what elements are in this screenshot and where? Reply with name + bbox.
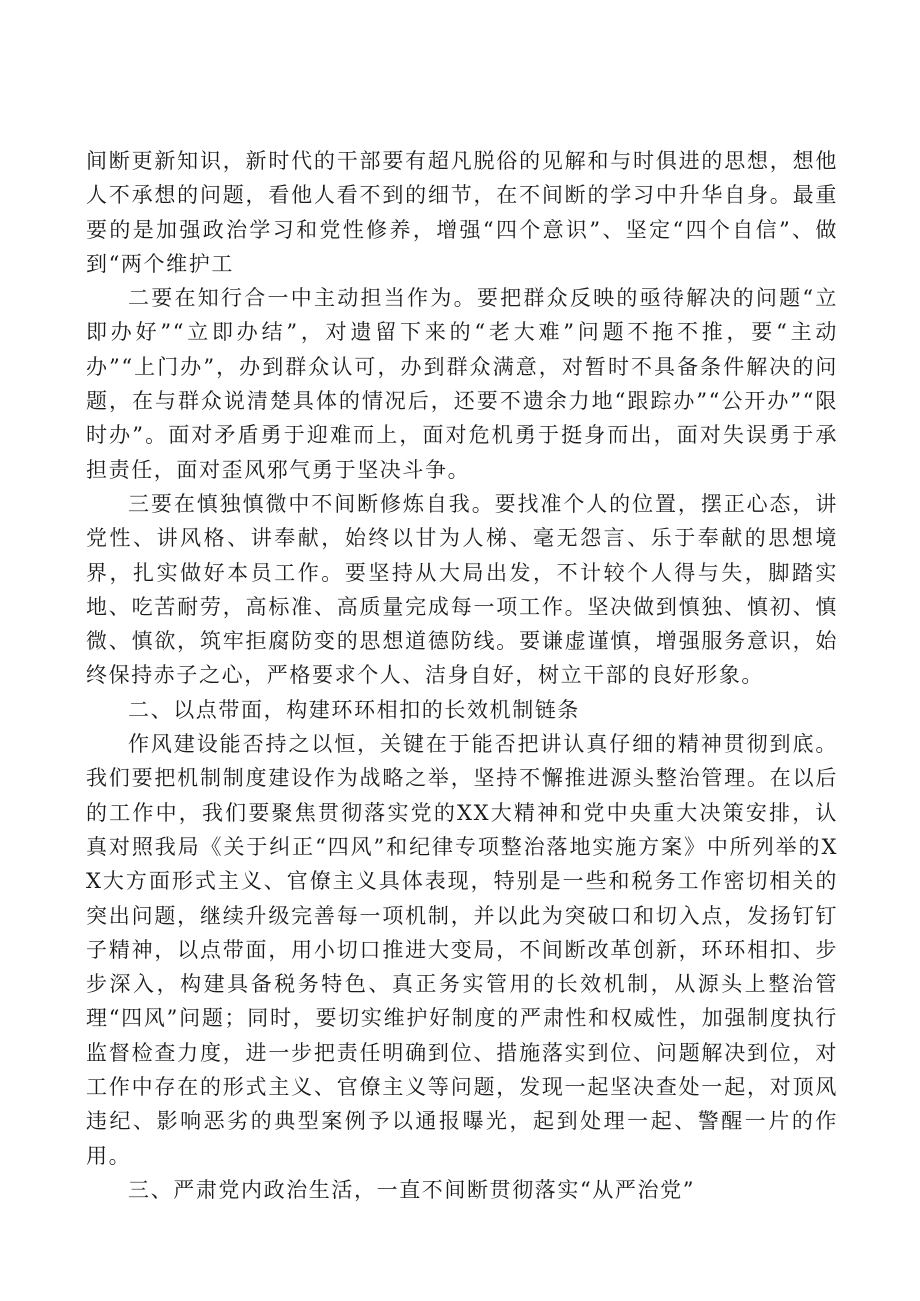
paragraph-continuation: 间断更新知识，新时代的干部要有超凡脱俗的见解和与时俱进的思想，想他人不承想的问题，看他人看不到的细节，在不间断的学习中升华自身。最重要的是加强政治学习和党性修养，增强“四个意识”、坚定“四个自信”、做到“两个维护工 [86, 149, 838, 276]
section-heading-two: 二、以点带面，构建环环相扣的长效机制链条 [128, 697, 580, 722]
section-heading-three: 三、严肃党内政治生活，一直不间断贯彻落实“从严治党” [128, 1177, 696, 1202]
paragraph-point-two: 二要在知行合一中主动担当作为。要把群众反映的亟待解决的问题“立即办好”“立即办结”，对遗留下来的“老大难”问题不拖不推，要“主动办”“上门办”，办到群众认可，办到群众满意，对暂时不具备条件解决的问题，在与群众说清楚具体的情况后，还要不遗余力地“跟踪办”“公开办”“限时办”。面对矛盾勇于迎难而上，面对危机勇于挺身而出，面对失误勇于承担责任，面对歪风邪气勇于坚决斗争。 [86, 286, 838, 482]
document-body [86, 144, 838, 1207]
paragraph-mechanism: 作风建设能否持之以恒，关键在于能否把讲认真仔细的精神贯彻到底。我们要把机制制度建设作为战略之举，坚持不懈推进源头整治管理。在以后的工作中，我们要聚焦贯彻落实党的XX大精神和党中央重大决策安排，认真对照我局《关于纠正“四风”和纪律专项整治落地实施方案》中所列举的XX大方面形式主义、官僚主义具体表现，特别是一些和税务工作密切相关的突出问题，继续升级完善每一项机制，并以此为突破口和切入点，发扬钉钉子精神，以点带面，用小切口推进大变局，不间断改革创新，环环相扣、步步深入，构建具备税务特色、真正务实管用的长效机制，从源头上整治管理“四风”问题；同时，要切实维护好制度的严肃性和权威性，加强制度执行监督检查力度，进一步把责任明确到位、措施落实到位、问题解决到位，对工作中存在的形式主义、官僚主义等问题，发现一起坚决查处一起，对顶风违纪、影响恶劣的典型案例予以通报曝光，起到处理一起、警醒一片的作用。 [86, 732, 838, 1168]
paragraph-point-three: 三要在慎独慎微中不间断修炼自我。要找准个人的位置，摆正心态，讲党性、讲风格、讲奉献，始终以甘为人梯、毫无怨言、乐于奉献的思想境界，扎实做好本员工作。要坚持从大局出发，不计较个人得与失，脚踏实地、吃苦耐劳，高标准、高质量完成每一项工作。坚决做到慎独、慎初、慎微、慎欲，筑牢拒腐防变的思想道德防线。要谦虚谨慎，增强服务意识，始终保持赤子之心，严格要求个人、洁身自好，树立干部的良好形象。 [86, 491, 838, 688]
